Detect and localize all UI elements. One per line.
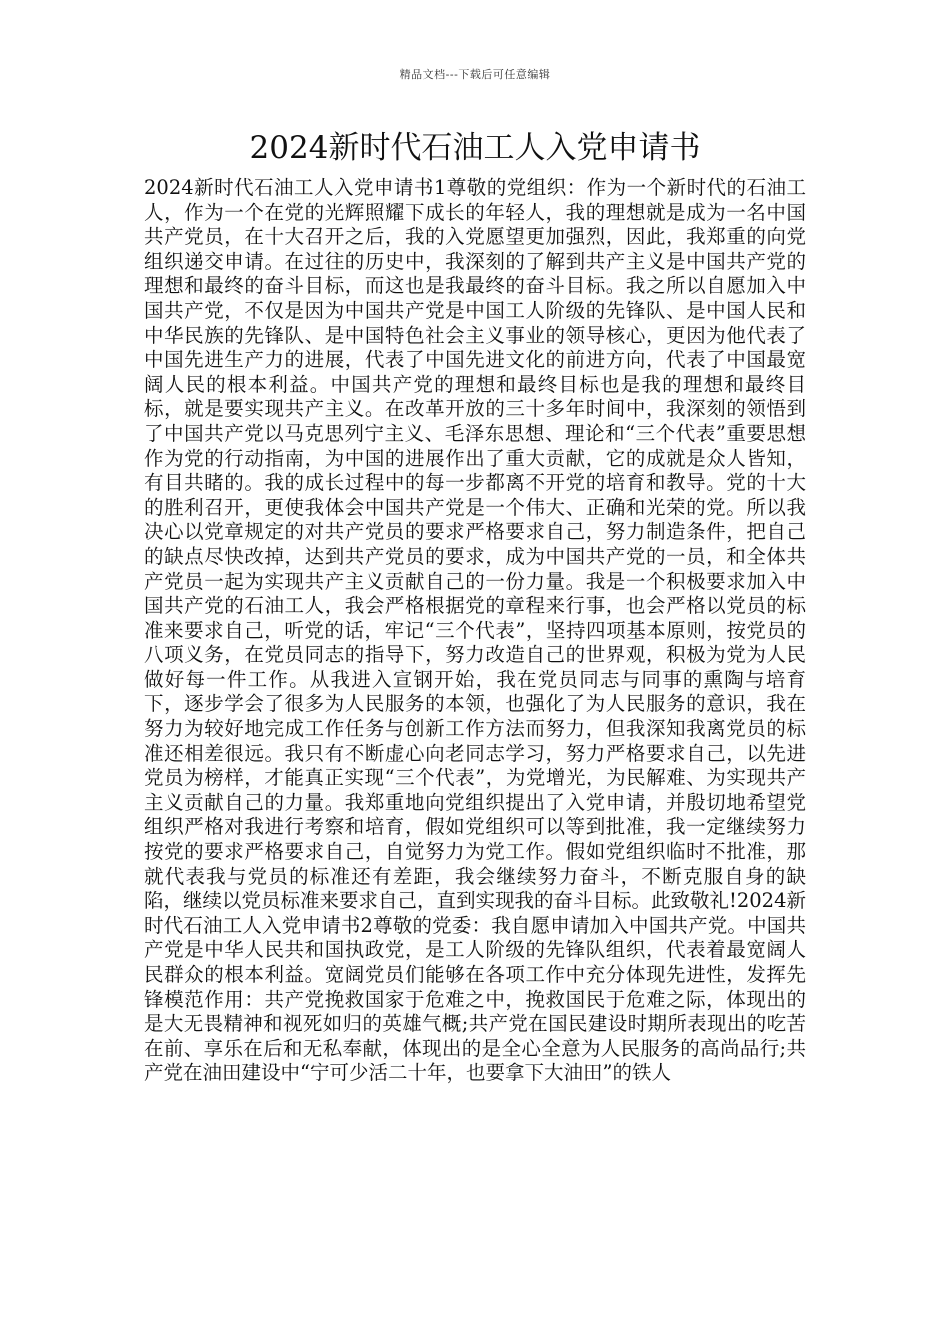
document-body: 2024新时代石油工人入党申请书1尊敬的党组织：作为一个新时代的石油工人，作为一个在党的光辉照耀下成长的年轻人，我的理想就是成为一名中国共产党员，在十大召开之后，我的入党愿望更加强烈，因此，我郑重的向党组织递交申请。在过往的历史中，我深刻的了解到共产主义是中国共产党的理想和最终的奋斗目标，而这也是我最终的奋斗目标。我之所以自愿加入中国共产党，不仅是因为中国共产党是中国工人阶级的先锋队、是中国人民和中华民族的先锋队、是中国特色社会主义事业的领导核心，更因为他代表了中国先进生产力的进展，代表了中国先进文化的前进方向，代表了中国最宽阔人民的根本利益。中国共产党的理想和最终目标也是我的理想和最终目标，就是要实现共产主义。在改革开放的三十多年时间中，我深刻的领悟到了中国共产党以马克思列宁主义、毛泽东思想、理论和“三个代表”重要思想作为党的行动指南，为中国的进展作出了重大贡献，它的成就是众人皆知，有目共睹的。我的成长过程中的每一步都离不开党的培育和教导。党的十大的胜利召开，更使我体会中国共产党是一个伟大、正确和光荣的党。所以我决心以党章规定的对共产党员的要求严格要求自己，努力制造条件，把自己的缺点尽快改掉，达到共产党员的要求，成为中国共产党的一员，和全体共产党员一起为实现共产主义贡献自己的一份力量。我是一个积极要求加入中国共产党的石油工人，我会严格根据党的章程来行事，也会严格以党员的标准来要求自己，听党的话，牢记“三个代表”，坚持四项基本原则，按党员的八项义务，在党员同志的指导下，努力改造自己的世界观，积极为党为人民做好每一件工作。从我进入宣钢开始，我在党员同志与同事的熏陶与培育下，逐步学会了很多为人民服务的本领，也强化了为人民服务的意识，我在努力为较好地完成工作任务与创新工作方法而努力，但我深知我离党员的标准还相差很远。我只有不断虚心向老同志学习，努力严格要求自己，以先进党员为榜样，才能真正实现“三个代表”，为党增光，为民解难、为实现共产主义贡献自己的力量。我郑重地向党组织提出了入党申请，并殷切地希望党组织严格对我进行考察和培育，假如党组织可以等到批准，我一定继续努力按党的要求严格要求自己，自觉努力为党工作。假如党组织临时不批准，那就代表我与党员的标准还有差距，我会继续努力奋斗，不断克服自身的缺陷，继续以党员标准来要求自己，直到实现我的奋斗目标。此致敬礼!2024新时代石油工人入党申请书2尊敬的党委：我自愿申请加入中国共产党。中国共产党是中华人民共和国执政党，是工人阶级的先锋队组织，代表着最宽阔人民群众的根本利益。宽阔党员们能够在各项工作中充分体现先进性，发挥先锋模范作用：共产党挽救国家于危难之中，挽救国民于危难之际，体现出的是大无畏精神和视死如归的英雄气概;共产党在国民建设时期所表现出的吃苦在前、享乐在后和无私奉献，体现出的是全心全意为人民服务的高尚品行;共产党在油田建设中“宁可少活二十年，也要拿下大油田”的铁人 xyxy=(144,176,806,1085)
document-title: 2024新时代石油工人入党申请书 xyxy=(249,130,701,166)
header-note: 精品文档---下载后可任意编辑 xyxy=(399,68,551,81)
